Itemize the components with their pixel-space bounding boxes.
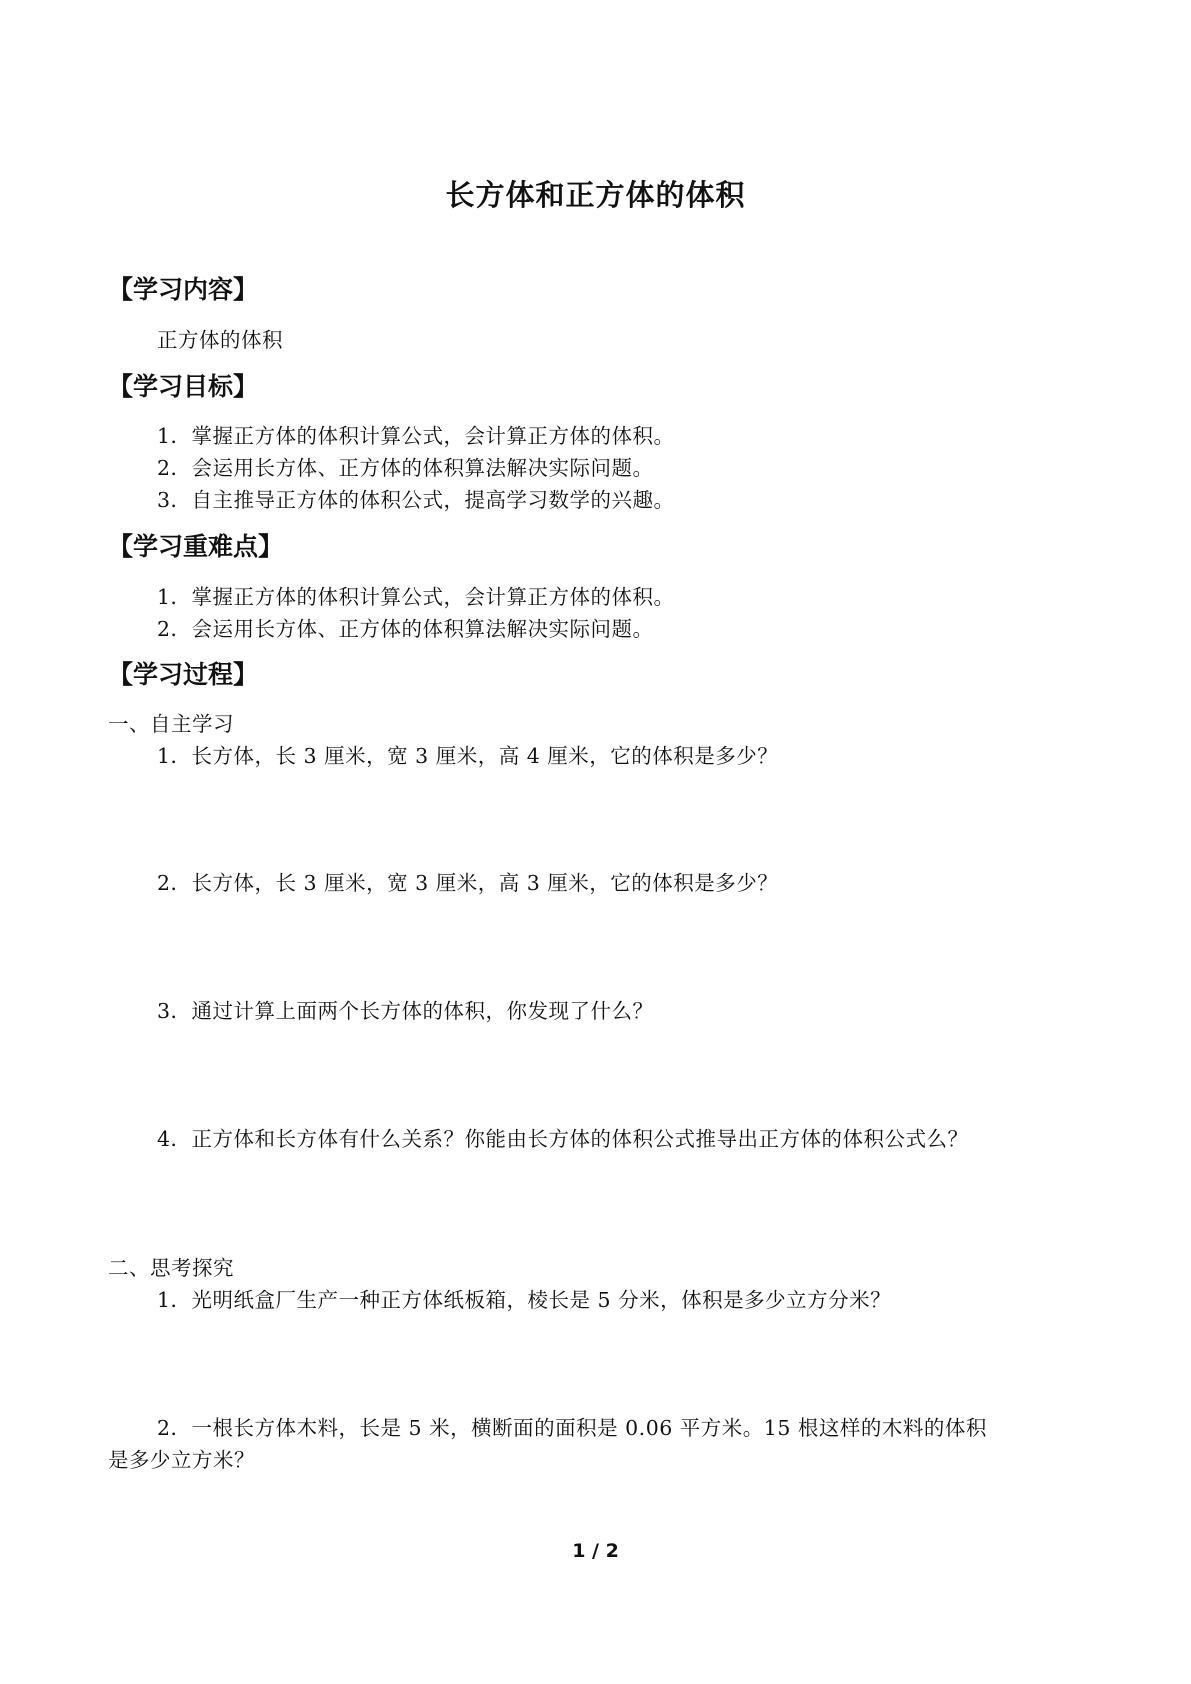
- key-point-item-2: 2．会运用长方体、正方体的体积算法解决实际问题。: [157, 617, 654, 641]
- key-point-item-1: 1．掌握正方体的体积计算公式，会计算正方体的体积。: [157, 585, 675, 609]
- goal-item-3: 3．自主推导正方体的体积公式，提高学习数学的兴趣。: [157, 488, 675, 512]
- part1-question-1: 1．长方体，长 3 厘米，宽 3 厘米，高 4 厘米，它的体积是多少？: [157, 744, 779, 768]
- learning-content-text: 正方体的体积: [157, 328, 283, 352]
- part1-title: 一、自主学习: [108, 712, 234, 736]
- heading-learning-process: 【学习过程】: [108, 660, 259, 689]
- part2-question-2-line-1: 2．一根长方体木料，长是 5 米，横断面的面积是 0.06 平方米。15 根这样的木料的体积: [157, 1416, 987, 1440]
- goal-item-2: 2．会运用长方体、正方体的体积算法解决实际问题。: [157, 456, 654, 480]
- part1-question-2: 2．长方体，长 3 厘米，宽 3 厘米，高 3 厘米，它的体积是多少？: [157, 871, 779, 895]
- heading-learning-content: 【学习内容】: [108, 275, 259, 304]
- page-title: 长方体和正方体的体积: [445, 178, 746, 212]
- part1-question-3: 3．通过计算上面两个长方体的体积，你发现了什么？: [157, 999, 654, 1023]
- part2-question-1: 1．光明纸盒厂生产一种正方体纸板箱，棱长是 5 分米，体积是多少立方分米？: [157, 1288, 892, 1312]
- page-number: 1 / 2: [572, 1540, 619, 1562]
- part2-title: 二、思考探究: [108, 1256, 234, 1280]
- part1-question-4: 4．正方体和长方体有什么关系？你能由长方体的体积公式推导出正方体的体积公式么？: [157, 1127, 969, 1151]
- heading-key-points: 【学习重难点】: [108, 532, 284, 561]
- heading-learning-goals: 【学习目标】: [108, 372, 259, 401]
- part2-question-2-line-2: 是多少立方米？: [108, 1448, 255, 1472]
- goal-item-1: 1．掌握正方体的体积计算公式，会计算正方体的体积。: [157, 424, 675, 448]
